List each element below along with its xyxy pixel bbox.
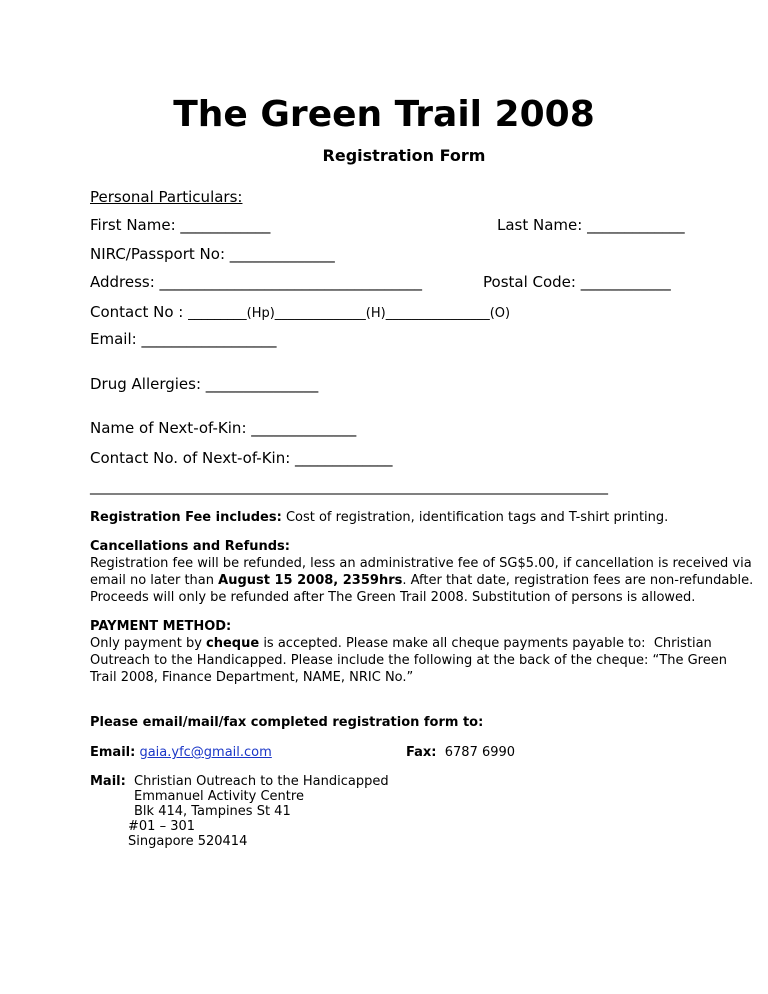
contact-no-blanks: _________(Hp)______________(H)________________(O) [188,306,511,321]
personal-particulars-heading: Personal Particulars: [90,188,243,206]
submit-heading: Please email/mail/fax completed registration form to: [90,715,484,730]
cancellations-line-1: Registration fee will be refunded, less an administrative fee of SG$5.00, if cancellation is received via [90,556,752,571]
email-link[interactable]: gaia.yfc@gmail.com [139,745,272,760]
submit-fax-label: Fax: [406,745,437,760]
submit-email [90,744,272,761]
next-of-kin-field: Name of Next-of-Kin: ______________ [90,419,357,437]
cancellations-section [90,538,754,606]
mail-line-2: Emmanuel Activity Centre [134,789,304,804]
nirc-field: NIRC/Passport No: ______________ [90,245,335,263]
payment-line-3: Trail 2008, Finance Department, NAME, NRIC No.” [90,670,414,685]
contact-no-field [90,302,510,322]
payment-cheque: cheque [206,636,260,651]
form-subtitle: Registration Form [322,146,486,165]
next-of-kin-contact-field: Contact No. of Next-of-Kin: _____________ [90,449,393,467]
cancellations-line-2-end: . After that date, registration fees are non-refundable. [402,573,754,588]
payment-section [90,618,740,686]
postal-code-field: Postal Code: ____________ [483,273,671,291]
mail-line-4: #01 – 301 [128,819,196,834]
payment-heading: PAYMENT METHOD: [90,619,232,634]
registration-fee-text: Cost of registration, identification tags and T-shirt printing. [281,510,669,525]
cancellation-deadline: August 15 2008, 2359hrs [218,573,403,588]
cancellations-line-3: Proceeds will only be refunded after The Green Trail 2008. Substitution of persons is allowed. [90,590,696,605]
fax-number: 6787 6990 [444,745,516,760]
last-name-field: Last Name: _____________ [497,216,685,234]
cancellations-line-2-start: email no later than [90,573,219,588]
payment-line-1-end: is accepted. Please make all cheque payments payable to: Christian [259,636,712,651]
registration-fee-note [90,509,668,526]
submit-fax [406,744,515,761]
cancellations-heading: Cancellations and Refunds: [90,539,290,554]
address-field: Address: ___________________________________ [90,273,423,291]
payment-line-2: Outreach to the Handicapped. Please include the following at the back of the cheque: “The Green [90,653,727,668]
contact-no-label: Contact No : [90,303,189,321]
payment-line-1-start: Only payment by [90,636,207,651]
first-name-field: First Name: ____________ [90,216,271,234]
submit-email-label: Email: [90,745,136,760]
payment-line-1 [90,635,740,652]
registration-fee-label: Registration Fee includes: [90,510,282,525]
mail-line-1: Christian Outreach to the Handicapped [134,774,389,789]
mail-line-3: Blk 414, Tampines St 41 [134,804,291,819]
email-field: Email: __________________ [90,330,277,348]
section-divider: __________________________________________________________________________ [90,479,608,495]
drug-allergies-field: Drug Allergies: _______________ [90,375,319,393]
cancellations-line-2 [90,572,754,589]
page-title: The Green Trail 2008 [173,94,595,135]
submit-mail-label: Mail: [90,774,126,789]
mail-line-5: Singapore 520414 [128,834,248,849]
